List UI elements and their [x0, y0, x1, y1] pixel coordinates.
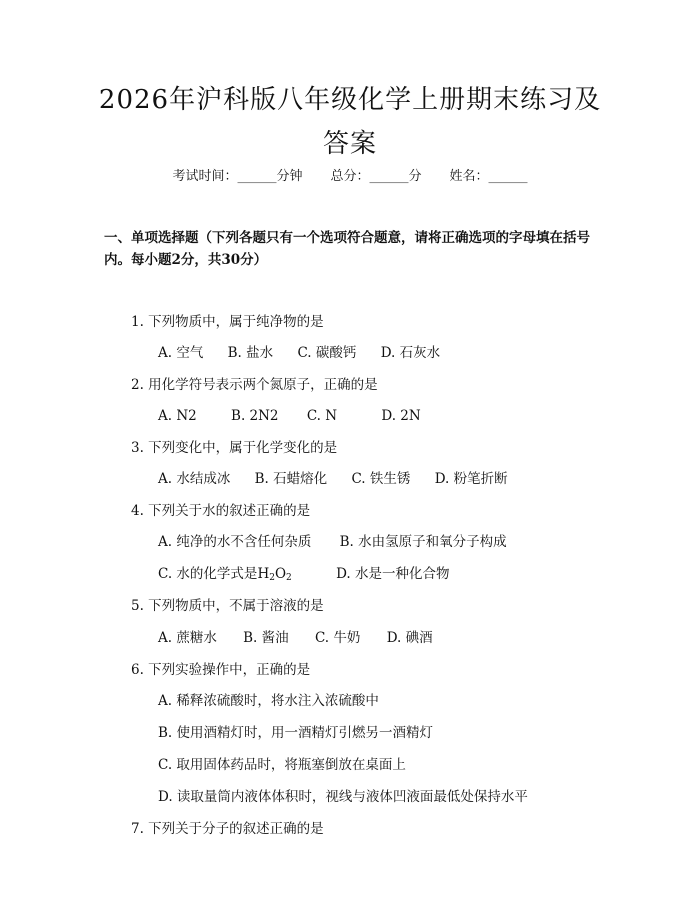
option-b: B. 使用酒精灯时，用一酒精灯引燃另一酒精灯 — [158, 725, 434, 741]
option-c: C. 取用固体药品时，将瓶塞倒放在桌面上 — [158, 757, 406, 773]
option-a: A. 蔗糖水 — [158, 630, 217, 646]
option-a: A. N2 — [158, 408, 197, 424]
question-7: 7. 下列关于分子的叙述正确的是 — [131, 821, 324, 837]
question-5: 5. 下列物质中，不属于溶液的是 — [131, 598, 324, 614]
option-a: A. 水结成冰 — [158, 471, 231, 487]
question-1: 1. 下列物质中，属于纯净物的是 — [131, 314, 324, 330]
question-4-options-row2 — [158, 564, 450, 584]
option-d: D. 粉笔折断 — [434, 471, 508, 487]
option-c: C. 碳酸钙 — [297, 345, 357, 361]
option-b: B. 盐水 — [227, 345, 274, 361]
option-d: D. 读取量筒内液体体积时，视线与液体凹液面最低处保持水平 — [158, 789, 528, 805]
question-3-options — [158, 469, 508, 489]
option-b: B. 石蜡熔化 — [254, 471, 328, 487]
option-c: C. 铁生锈 — [351, 471, 411, 487]
option-d: D. 水是一种化合物 — [336, 566, 450, 582]
question-2-options — [158, 406, 421, 426]
formula-h: H — [257, 566, 270, 582]
section-heading: 一、单项选择题（下列各题只有一个选项符合题意，请将正确选项的字母填在括号内。每小题2分，共30分） — [104, 230, 590, 268]
option-c: C. 水的化学式是$H_2O_2$ — [158, 566, 292, 583]
option-a: A. 纯净的水不含任何杂质 — [158, 534, 312, 550]
document-title: 2026年沪科版八年级化学上册期末练习及答案 — [98, 85, 602, 159]
option-c: C. N — [306, 408, 338, 424]
option-d: D. 碘酒 — [386, 630, 433, 646]
option-a: A. 空气 — [158, 345, 204, 361]
question-3: 3. 下列变化中，属于化学变化的是 — [131, 440, 338, 456]
total-score-field: 总分：______分 — [330, 169, 422, 184]
option-b: B. 酱油 — [243, 630, 289, 646]
subscript-2: 2 — [269, 573, 275, 583]
student-name-field: 姓名：______ — [449, 169, 528, 184]
question-6: 6. 下列实验操作中，正确的是 — [131, 662, 311, 678]
option-a: A. 稀释浓硫酸时，将水注入浓硫酸中 — [158, 693, 379, 709]
question-1-options — [158, 343, 440, 363]
formula-o: O — [274, 566, 287, 582]
question-5-options — [158, 628, 433, 648]
option-d: D. 石灰水 — [380, 345, 441, 361]
question-4-options-row1 — [158, 532, 507, 552]
question-4: 4. 下列关于水的叙述正确的是 — [131, 503, 311, 519]
option-b: B. 水由氢原子和氧分子构成 — [339, 534, 507, 550]
exam-time-field: 考试时间：______分钟 — [172, 169, 303, 184]
option-b: B. 2N2 — [231, 408, 279, 424]
option-c: C. 牛奶 — [314, 630, 361, 646]
question-2: 2. 用化学符号表示两个氮原子，正确的是 — [131, 377, 378, 393]
option-d: D. 2N — [381, 408, 421, 424]
exam-info-line — [0, 167, 700, 187]
subscript-2: 2 — [286, 573, 292, 583]
